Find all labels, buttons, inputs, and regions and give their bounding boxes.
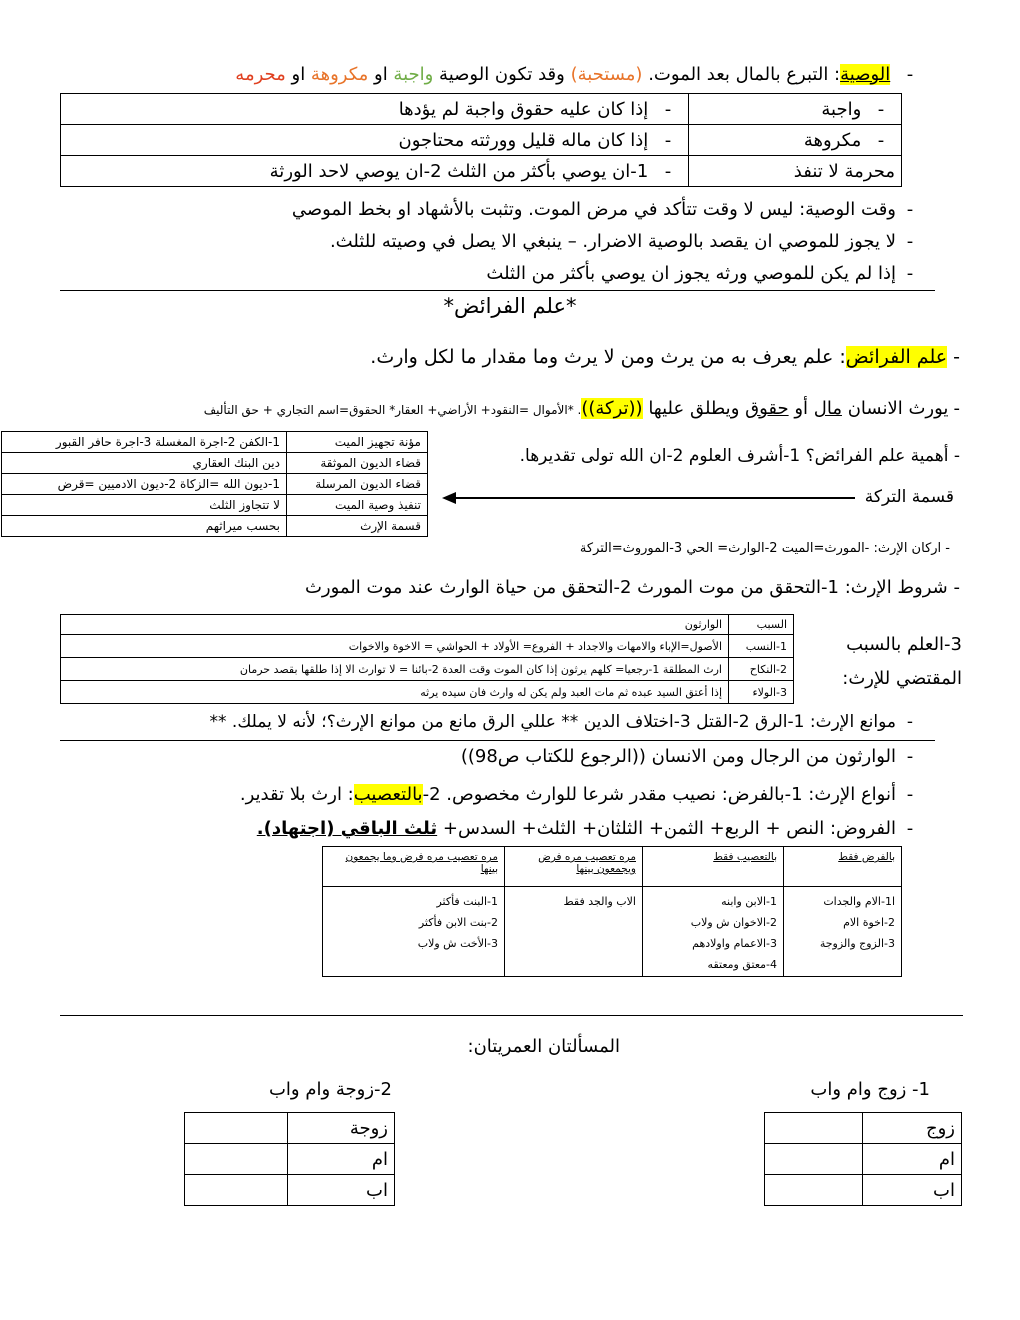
shares-col bbox=[323, 887, 505, 977]
wasiya-note bbox=[292, 199, 924, 220]
bullet: - bbox=[664, 129, 672, 151]
bullet: - bbox=[877, 98, 885, 120]
bullet: - bbox=[953, 346, 960, 368]
divider bbox=[60, 290, 935, 291]
bullet: - bbox=[953, 577, 960, 598]
bullet: - bbox=[906, 746, 914, 767]
muharrama-label: محرمه bbox=[235, 64, 286, 85]
pillars-line bbox=[580, 541, 950, 556]
bullet: - bbox=[664, 160, 672, 182]
case1-table bbox=[764, 1112, 962, 1206]
wasiya-def-text: : التبرع بالمال بعد الموت. bbox=[642, 64, 841, 85]
table-row bbox=[2, 453, 428, 474]
table-row bbox=[185, 1144, 395, 1175]
list-item: 2-الاخوان ش ولاب bbox=[690, 916, 777, 929]
divider bbox=[60, 740, 935, 741]
cause-header: الوارثون bbox=[61, 615, 729, 635]
list-item: 3-الزوج والزوجة bbox=[819, 937, 895, 950]
arrow-left-icon bbox=[440, 488, 860, 508]
share-cell[interactable] bbox=[185, 1175, 288, 1206]
wasiya-term: الوصية bbox=[840, 64, 891, 85]
shares-header: بالتعصيب فقط bbox=[643, 847, 784, 887]
estate-label: مؤنة تجهيز الميت bbox=[287, 432, 428, 453]
bullet: - bbox=[664, 98, 672, 120]
shares-header: مره تعصيب مره فرض وما يجمعون بينها bbox=[323, 847, 505, 887]
table-row bbox=[2, 432, 428, 453]
bullet: - bbox=[945, 541, 950, 556]
cell-text: محرمة لا تنفذ bbox=[793, 160, 895, 182]
bullet: - bbox=[906, 784, 914, 805]
table-row bbox=[323, 887, 902, 977]
table-row bbox=[61, 94, 902, 125]
faraid-definition bbox=[370, 346, 960, 368]
makruha-label: مكروهة bbox=[310, 64, 369, 85]
wasiya-desc-cell bbox=[61, 125, 689, 156]
estate-detail: 1-ديون الله =الزكاة 2-ديون الادميين =قرض bbox=[2, 474, 287, 495]
shares-header: مره تعصيب مره فرض ويجمعون بينها bbox=[505, 847, 643, 887]
pillars-text: اركان الإرث: -المورث=الميت 2-الوارث= الحي 3-الموروث=التركة bbox=[579, 541, 942, 556]
bullet: - bbox=[906, 199, 914, 220]
or-text: او bbox=[368, 64, 394, 85]
table-row bbox=[185, 1113, 395, 1144]
share-cell[interactable] bbox=[185, 1113, 288, 1144]
wasiya-desc-cell bbox=[61, 94, 689, 125]
cause-label: 3-العلم بالسبب المقتضي للإرث: bbox=[842, 634, 962, 689]
heirs-text: الوارثون من الرجال ومن الانسان ((الرجوع للكتاب ص98)) bbox=[460, 746, 896, 767]
shares-header: بالفرض فقط bbox=[784, 847, 902, 887]
table-row bbox=[2, 516, 428, 537]
or-text: أو bbox=[788, 398, 814, 419]
note-text: لا يجوز للموصي ان يقصد بالوصية الاضرار. – ينبغي الا يصل في وصيته للثلث. bbox=[329, 231, 896, 252]
table-row bbox=[323, 847, 902, 887]
bullet: - bbox=[906, 64, 914, 85]
cell-text: إذا كان ماله قليل وورثته محتاجون bbox=[398, 129, 649, 151]
impediments-text: موانع الإرث: 1-الرق 2-القتل 3-اختلاف الدين ** عللي الرق مانع من موانع الإرث؟؛ لأنه لا يملك. ** bbox=[209, 712, 896, 732]
inherit-text: يورث الانسان bbox=[841, 398, 949, 419]
note-text: إذا لم يكن للموصي ورثه يجوز ان يوصي بأكثر من الثلث bbox=[486, 263, 896, 284]
types-text: أنواع الإرث: 1-بالفرض: نصيب مقدر شرعا للوارث مخصوص. 2- bbox=[422, 784, 896, 805]
faraid-def-text: : علم يعرف به من يرث ومن لا يرث وما مقدار ما لكل وارث. bbox=[370, 346, 846, 368]
case2-title: 2-زوجة وام واب bbox=[268, 1079, 392, 1100]
estate-label: تنفيذ وصية الميت bbox=[287, 495, 428, 516]
table-row bbox=[61, 635, 794, 658]
importance-line bbox=[520, 446, 960, 466]
table-row bbox=[2, 474, 428, 495]
heir-cell: زوج bbox=[863, 1113, 962, 1144]
mustahabba-label: (مستحبة) bbox=[570, 64, 643, 85]
table-row bbox=[61, 658, 794, 681]
table-row bbox=[765, 1113, 962, 1144]
bullet: - bbox=[877, 129, 885, 151]
bullet: - bbox=[906, 712, 914, 732]
remaining-third-text: ثلث الباقي (اجتهاد). bbox=[256, 818, 438, 839]
cause-detail: ارث المطلقة 1-رجعيا= كلهم يرثون إذا كان الموت وقت العدة 2-بائنا = لا توارث الا إذا طلقها بقصد حرمان bbox=[61, 658, 729, 681]
cell-text: واجبة bbox=[821, 98, 862, 120]
heir-cell: ام bbox=[288, 1144, 395, 1175]
estate-label-text: قسمة التركة bbox=[864, 487, 954, 507]
wasiya-desc-cell bbox=[61, 156, 689, 187]
faraid-term: علم الفرائض bbox=[845, 346, 948, 368]
cause-detail: الأصول=الإباء والامهات والاجداد + الفروع= الأولاد + الحواشي = الاخوة والاخوات bbox=[61, 635, 729, 658]
list-item: 2-بنت الابن فأكثر bbox=[418, 916, 498, 929]
list-item: الاب والجد فقط bbox=[563, 895, 636, 908]
list-item: 4-معتق ومعتقه bbox=[707, 958, 777, 971]
heir-cell: اب bbox=[288, 1175, 395, 1206]
cell-text: إذا كان عليه حقوق واجبة لم يؤدها bbox=[398, 98, 649, 120]
tarika-term: ((تركة)) bbox=[581, 398, 643, 419]
estate-label: قسمة الإرث bbox=[287, 516, 428, 537]
huquq-term: حقوق bbox=[745, 398, 789, 419]
wasiya-type-cell bbox=[689, 156, 902, 187]
conditions-text: شروط الإرث: 1-التحقق من موت المورث 2-التحقق من حياة الوارث عند موت المورث bbox=[304, 577, 948, 598]
list-item: 1-البنت فأكثر bbox=[436, 895, 498, 908]
wajiba-label: واجبة bbox=[393, 64, 434, 85]
wasiya-table bbox=[60, 93, 902, 187]
estate-detail: لا تتجاوز الثلث bbox=[2, 495, 287, 516]
list-item: 3-الأخت ش ولاب bbox=[417, 937, 498, 950]
bullet: - bbox=[953, 398, 960, 419]
cell-text: مكروهة bbox=[803, 129, 862, 151]
importance-text: أهمية علم الفرائض؟ 1-أشرف العلوم 2-ان الله تولى تقديرها. bbox=[519, 446, 949, 466]
impediments-line bbox=[210, 712, 924, 732]
wasiya-note bbox=[330, 231, 924, 252]
list-item: 1-الابن وابنه bbox=[721, 895, 777, 908]
bullet: - bbox=[906, 818, 914, 839]
types-line bbox=[240, 784, 924, 805]
shares-table bbox=[322, 846, 902, 977]
umariyyatan-title: المسألتان العمريتان: bbox=[467, 1036, 620, 1057]
list-item: 2-اخوة الام bbox=[843, 916, 895, 929]
case2-table bbox=[184, 1112, 395, 1206]
tasib-term: بالتعصيب bbox=[353, 784, 423, 805]
inheritance-line bbox=[204, 398, 960, 419]
cause-header: السبب bbox=[729, 615, 794, 635]
list-item: ا1-الام والجدات bbox=[823, 895, 895, 908]
cell-text: 1-ان يوصي بأكثر من الثلث 2-ان يوصي لاحد الورثة bbox=[269, 160, 649, 182]
inherit-text: ويطلق عليها bbox=[642, 398, 746, 419]
share-cell[interactable] bbox=[765, 1175, 863, 1206]
shares-col bbox=[784, 887, 902, 977]
list-item: 3-الاعمام واولادهم bbox=[692, 937, 777, 950]
estate-label: قضاء الديون الموثقة bbox=[287, 453, 428, 474]
table-row bbox=[61, 681, 794, 704]
or-text: او bbox=[285, 64, 311, 85]
cause-name: 1-النسب bbox=[729, 635, 794, 658]
case1-title: 1- زوج وام واب bbox=[810, 1079, 930, 1100]
shares-text: الفروض: النص + الربع+ الثمن+ الثلثان+ الثلث+ السدس+ bbox=[437, 818, 896, 839]
shares-line bbox=[257, 818, 924, 839]
estate-table bbox=[1, 431, 428, 537]
table-row bbox=[61, 615, 794, 635]
wasiya-mid-text: وقد تكون الوصية bbox=[433, 64, 571, 85]
estate-detail: بحسب ميراثهم bbox=[2, 516, 287, 537]
cause-detail: إذا أعتق السيد عبده ثم مات العبد ولم يكن له وارث فان سيده يرثه bbox=[61, 681, 729, 704]
wasiya-definition bbox=[235, 64, 924, 85]
bullet: - bbox=[906, 231, 914, 252]
wasiya-note bbox=[486, 263, 924, 284]
table-row bbox=[61, 125, 902, 156]
share-cell[interactable] bbox=[765, 1113, 863, 1144]
share-cell[interactable] bbox=[185, 1144, 288, 1175]
table-row bbox=[765, 1144, 962, 1175]
inherit-note: . *الأموال =النقود+ الأراضي+ العقار* الحقوق=اسم التجاري + حق التأليف bbox=[203, 403, 582, 417]
estate-detail: 1-الكفن 2-اجرة المغسلة 3-اجرة حافر القبور bbox=[2, 432, 287, 453]
heir-cell: زوجة bbox=[288, 1113, 395, 1144]
table-row bbox=[61, 156, 902, 187]
heir-cell: اب bbox=[863, 1175, 962, 1206]
cause-table bbox=[60, 614, 794, 704]
table-row bbox=[2, 495, 428, 516]
share-cell[interactable] bbox=[765, 1144, 863, 1175]
wasiya-type-cell bbox=[689, 125, 902, 156]
note-text: وقت الوصية: ليس لا وقت تتأكد في مرض الموت. وتثبت بالأشهاد او بخط الموصي bbox=[291, 199, 896, 220]
shares-col bbox=[643, 887, 784, 977]
heirs-line bbox=[461, 746, 924, 767]
shares-col bbox=[505, 887, 643, 977]
mal-term: مال bbox=[813, 398, 842, 419]
estate-label: قضاء الديون المرسلة bbox=[287, 474, 428, 495]
cause-name: 3-الولاء bbox=[729, 681, 794, 704]
types-text: : ارث بلا تقدير. bbox=[239, 784, 354, 805]
divider bbox=[60, 1015, 963, 1016]
wasiya-type-cell bbox=[689, 94, 902, 125]
bullet: - bbox=[906, 263, 914, 284]
cause-name: 2-النكاح bbox=[729, 658, 794, 681]
estate-detail: دين البنك العقاري bbox=[2, 453, 287, 474]
table-row bbox=[765, 1175, 962, 1206]
faraid-title: *علم الفرائض* bbox=[443, 294, 577, 318]
table-row bbox=[185, 1175, 395, 1206]
heir-cell: ام bbox=[863, 1144, 962, 1175]
bullet: - bbox=[953, 446, 960, 466]
conditions-line bbox=[305, 577, 960, 598]
